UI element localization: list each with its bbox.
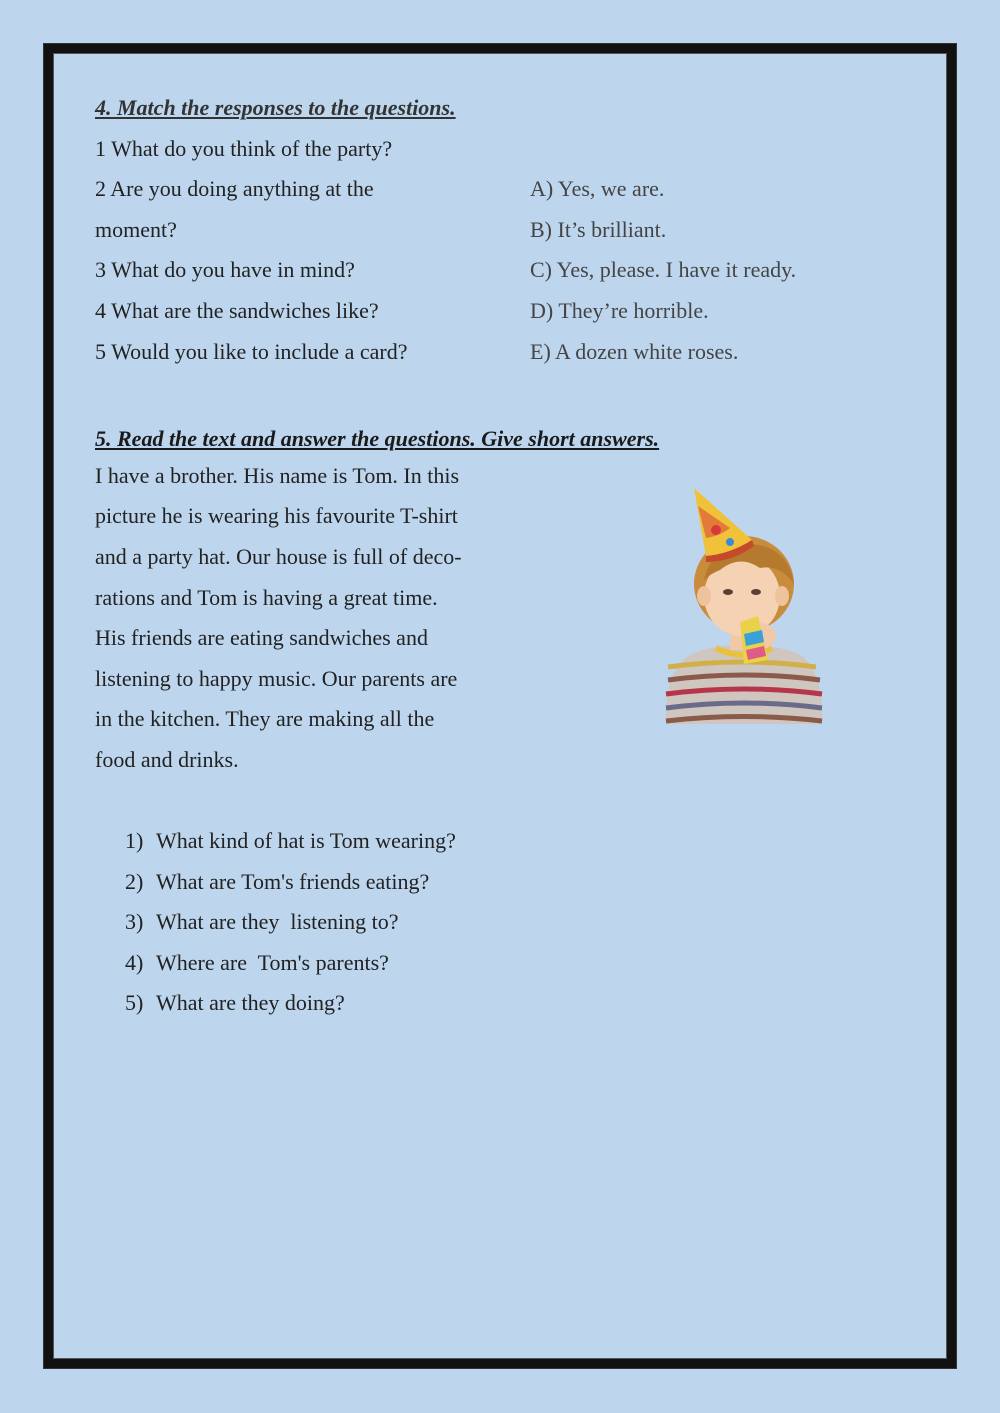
reading-text-line: and a party hat. Our house is full of deco- (95, 544, 462, 569)
section5-heading: 5. Read the text and answer the questions. Give short answers. (95, 426, 660, 451)
reading-text-line: His friends are eating sandwiches and (95, 625, 428, 650)
reading-text-line: I have a brother. His name is Tom. In this (95, 463, 460, 488)
section4-question-2: 2 Are you doing anything at the (95, 176, 374, 201)
comprehension-question-2: 2) What are Tom's friends eating? (125, 869, 430, 894)
section4-heading: 4. Match the responses to the questions. (95, 95, 456, 120)
comprehension-question-3: 3) What are they listening to? (125, 909, 399, 934)
reading-text-line: food and drinks. (95, 747, 239, 772)
comprehension-question-5: 5) What are they doing? (125, 990, 345, 1015)
reading-text-line: listening to happy music. Our parents are (95, 666, 458, 691)
comprehension-question-4: 4) Where are Tom's parents? (125, 950, 389, 975)
section4-question-4: 4 What are the sandwiches like? (95, 298, 379, 323)
comprehension-question-1: 1) What kind of hat is Tom wearing? (125, 828, 456, 853)
boy-party-hat-photo (660, 484, 828, 728)
section4-question-5: 5 Would you like to include a card? (95, 339, 408, 364)
reading-text-line: in the kitchen. They are making all the (95, 706, 435, 731)
section4-answer-a: A) Yes, we are. (530, 176, 665, 201)
reading-text-line: rations and Tom is having a great time. (95, 585, 438, 610)
section4-answer-b: B) It’s brilliant. (530, 217, 667, 242)
reading-text-line: picture he is wearing his favourite T-shirt (95, 503, 458, 528)
section4-answer-d: D) They’re horrible. (530, 298, 709, 323)
section4-question-1: 1 What do you think of the party? (95, 136, 393, 161)
section4-answer-c: C) Yes, please. I have it ready. (530, 257, 797, 282)
section4-answer-e: E) A dozen white roses. (530, 339, 739, 364)
section4-question-2-cont: moment? (95, 217, 177, 242)
section4-question-3: 3 What do you have in mind? (95, 257, 355, 282)
